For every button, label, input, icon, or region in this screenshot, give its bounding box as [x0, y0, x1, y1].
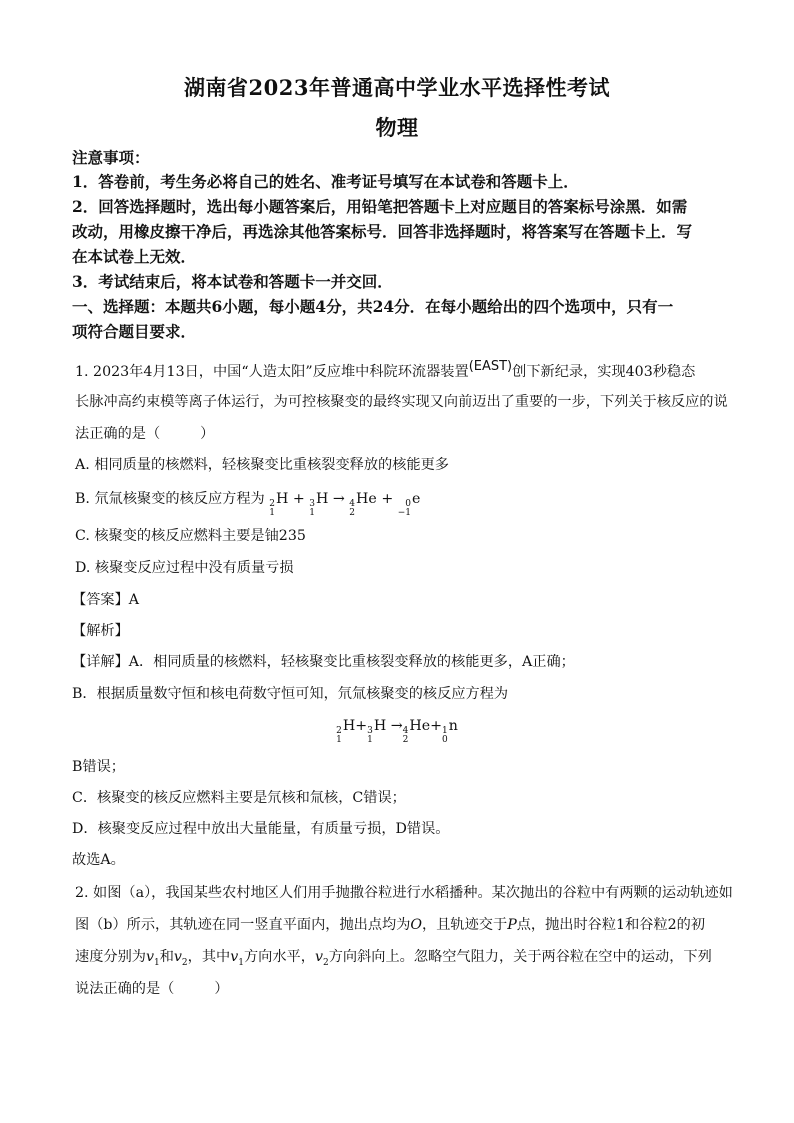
point-p: P	[507, 917, 517, 933]
q1-paren-close: ）	[200, 426, 215, 442]
plus-sign: +	[381, 491, 394, 507]
notice-item-2-line-1: 2．回答选择题时，选出每小题答案后，用铅笔把答题卡上对应题目的答案标号涂黑．如需	[72, 197, 688, 216]
q1-stem-line-1	[75, 359, 695, 381]
point-o: O	[410, 917, 423, 933]
plus-sign: +	[292, 491, 305, 507]
q2-stem-line-1: 2. 如图（a），我国某些农村地区人们用手抛撒谷粒进行水稻播种。某次抛出的谷粒中有两颗的运动轨迹如	[75, 885, 733, 901]
q2-stem-line-2: 图（b）所示，其轨迹在同一竖直平面内，抛出点均为O，且轨迹交于P点，抛出时谷粒1和谷粒2的初	[75, 917, 706, 933]
answer-value: A	[128, 592, 140, 608]
q1-conclusion: 故选A。	[72, 852, 125, 868]
q1-option-b-text: B. 氘氚核聚变的核反应方程为	[75, 491, 265, 507]
correct-reaction-equation: 2 1 H+ 3 1 H → 4 2 He+ 1 0 n	[336, 718, 458, 745]
q1-b-wrong: B错误；	[72, 759, 125, 775]
section-heading-line-1: 一、选择题：本题共6小题，每小题4分，共24分．在每小题给出的四个选项中，只有一	[72, 297, 674, 316]
answer-label: 【答案】	[72, 592, 129, 608]
q1-stem-line-2: 长脉冲高约束模等离子体运行，为可控核聚变的最终实现又向前迈出了重要的一步，下列关于核反应的说	[75, 394, 728, 410]
section-heading-line-2: 项符合题目要求．	[72, 322, 197, 341]
q1-stem-text-b: 创下新纪录，实现403秒稳态	[512, 364, 696, 380]
q1-answer	[72, 589, 139, 609]
exam-title: 湖南省2023年普通高中学业水平选择性考试	[184, 75, 610, 100]
east-label: (EAST)	[468, 359, 513, 374]
q2-stem-line-3: 速度分别为$v_1$和$v_2$，其中$v_1$方向水平，$v_2$方向斜向上。忽略空气阻力，关于两谷粒在空中的运动，下列	[75, 949, 712, 968]
notice-item-1: 1．答卷前，考生务必将自己的姓名、准考证号填写在本试卷和答题卡上．	[72, 172, 579, 191]
notice-item-2-line-2: 改动，用橡皮擦干净后，再选涂其他答案标号．回答非选择题时，将答案写在答题卡上．写	[72, 222, 693, 241]
notice-item-2-line-3: 在本试卷上无效．	[72, 247, 197, 266]
q1-stem-text-c: 法正确的是（	[75, 426, 161, 442]
velocity-v1: v	[145, 949, 154, 965]
q1-detail: 【详解】A．相同质量的核燃料，轻核聚变比重核裂变释放的核能更多，A正确；	[72, 654, 575, 670]
q1-option-a: A. 相同质量的核燃料，轻核聚变比重核裂变释放的核能更多	[75, 457, 449, 473]
deuterium-symbol: 2 1 H	[269, 491, 289, 518]
q1-option-c: C. 核聚变的核反应燃料主要是铀235	[75, 528, 306, 544]
notice-heading: 注意事项：	[72, 148, 150, 167]
reaction-arrow: →	[332, 491, 345, 507]
notice-item-3: 3．考试结束后，将本试卷和答题卡一并交回．	[72, 272, 393, 291]
q1-stem-line-3	[75, 423, 214, 443]
tritium-symbol: 3 1 H	[309, 491, 329, 518]
q1-d-explanation: D．核聚变反应过程中放出大量能量，有质量亏损，D错误。	[72, 821, 450, 837]
q1-option-d: D. 核聚变反应过程中没有质量亏损	[75, 560, 294, 576]
q1-stem-text-a: 1. 2023年4月13日，中国“人造太阳”反应堆中科院环流器装置	[75, 364, 469, 380]
subject-title: 物理	[375, 115, 419, 140]
electron-symbol: 0 −1 e	[397, 491, 421, 518]
q2-stem-line-4: 说法正确的是（ ）	[75, 981, 229, 997]
q1-option-b	[75, 488, 420, 518]
q1-b-explanation: B．根据质量数守恒和核电荷数守恒可知，氘氚核聚变的核反应方程为	[72, 686, 509, 702]
helium-symbol: 4 2 He	[349, 491, 377, 518]
q1-c-explanation: C．核聚变的核反应燃料主要是氘核和氚核，C错误；	[72, 790, 406, 806]
velocity-v2: v	[173, 949, 182, 965]
q1-analysis-label: 【解析】	[72, 623, 129, 639]
